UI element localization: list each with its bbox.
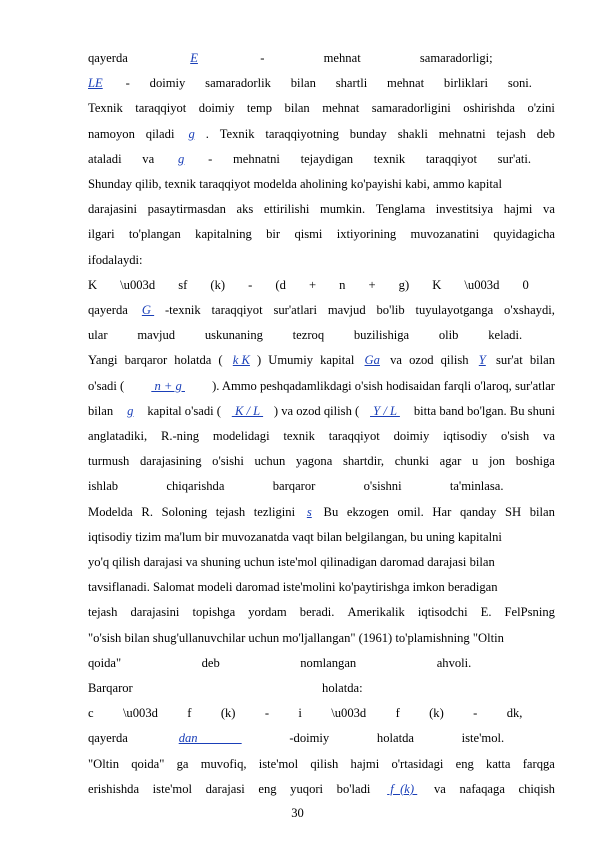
text-segment: mehnat xyxy=(387,76,425,91)
page-number: 30 xyxy=(291,806,304,820)
text-segment: bilan xyxy=(88,403,117,418)
text-line xyxy=(88,300,555,320)
text-segment: darajasining xyxy=(139,454,202,469)
text-segment: taraqqiyot xyxy=(211,303,263,317)
text-segment xyxy=(552,728,555,748)
text-segment: - xyxy=(264,706,270,721)
text-segment: darajasi xyxy=(205,781,245,796)
text-segment: mumkin. xyxy=(319,202,366,217)
formula-variable: n + g xyxy=(151,378,185,393)
text-segment: + xyxy=(308,277,317,292)
text-segment: qismi xyxy=(294,227,323,242)
text-segment: olib xyxy=(438,328,459,343)
text-segment: quyidagicha xyxy=(493,227,555,242)
text-segment: qayerda xyxy=(88,51,132,65)
text-segment: muvozanatini xyxy=(410,227,480,242)
text-segment xyxy=(552,48,555,68)
text-segment: mavjud xyxy=(137,328,176,343)
text-segment: darajasini xyxy=(130,605,180,620)
text-segment: f xyxy=(395,706,400,721)
text-segment: erishishda xyxy=(88,781,140,796)
text-segment: samaradorligini xyxy=(371,101,451,116)
formula-variable: g xyxy=(188,126,195,141)
text-segment: mavjud xyxy=(327,303,366,317)
text-line xyxy=(88,678,555,698)
text-segment: ifodalaydi: xyxy=(88,252,143,267)
text-line xyxy=(88,577,555,597)
text-segment: iqtisodchi xyxy=(417,605,468,620)
text-segment: qilish xyxy=(440,353,472,368)
formula-variable: Y / L xyxy=(370,403,400,418)
text-line xyxy=(88,174,555,194)
text-segment: ettirilishi xyxy=(263,202,310,217)
text-segment: samaradorligi; xyxy=(419,51,493,65)
text-line xyxy=(88,149,555,169)
text-segment xyxy=(552,653,555,673)
text-segment: tejash xyxy=(215,504,246,519)
text-segment: ishlab xyxy=(88,479,119,494)
text-segment: c xyxy=(88,706,94,721)
text-segment: 0 xyxy=(522,277,529,292)
text-segment: tezligini xyxy=(253,504,299,519)
text-segment: FelPsning xyxy=(504,605,555,620)
text-segment: agar xyxy=(439,454,462,469)
text-segment: iste'mol xyxy=(152,781,193,796)
text-segment: Barqaror xyxy=(88,681,133,695)
text-line xyxy=(88,703,555,723)
text-segment: bilan xyxy=(290,76,316,91)
formula-variable: g xyxy=(178,151,185,166)
text-segment: birliklari xyxy=(443,76,488,91)
text-segment: iqtisodiy tizim ma'lum bir muvozanatda vaqt bilan belgilangan, bu uning kapitalni xyxy=(88,529,502,544)
text-segment: modelidagi xyxy=(212,429,270,443)
text-segment: holatda xyxy=(174,353,212,368)
text-segment: o'sishi xyxy=(212,454,244,469)
text-line xyxy=(88,350,555,370)
text-segment: kapital o'sadi ( xyxy=(144,403,221,418)
text-segment: qilish xyxy=(310,756,339,771)
text-segment: holatda xyxy=(376,731,414,746)
text-segment: yordam xyxy=(248,605,287,620)
text-segment: - xyxy=(204,151,213,166)
text-segment: doimiy xyxy=(198,101,235,116)
text-segment: qayerda xyxy=(88,731,132,746)
text-segment: u xyxy=(472,454,479,469)
text-line xyxy=(88,779,555,799)
text-segment xyxy=(552,275,555,295)
text-segment: dk, xyxy=(506,706,523,721)
text-line xyxy=(88,552,555,572)
text-segment: uchun xyxy=(254,454,286,469)
text-segment: mehnatni xyxy=(438,126,486,141)
text-line xyxy=(88,602,555,622)
text-segment: hajmi xyxy=(503,202,533,217)
text-line xyxy=(88,199,555,219)
text-segment: topishga xyxy=(192,605,236,620)
formula-variable: dan xyxy=(178,731,242,746)
text-segment: samaradorlik xyxy=(205,76,271,91)
text-segment: \u003d xyxy=(464,277,500,292)
text-segment: va xyxy=(430,781,446,796)
text-segment: "o'sish bilan shug'ullanuvchilar uchun mo'ljallangan" (1961) to'plamishning "Oltin xyxy=(88,630,504,645)
text-segment: o'rtasidagi xyxy=(391,756,444,771)
text-segment: oshirishda xyxy=(463,101,515,116)
text-segment: nafaqaga xyxy=(459,781,505,796)
text-segment: SH xyxy=(504,504,522,519)
text-segment: \u003d xyxy=(122,706,158,721)
text-segment: va xyxy=(543,202,555,217)
text-segment: soni. xyxy=(507,76,532,91)
text-segment: yagona xyxy=(295,454,333,469)
text-line xyxy=(88,401,555,421)
text-segment: texnik xyxy=(283,429,315,443)
formula-variable: G xyxy=(141,303,155,317)
text-segment: + xyxy=(368,277,376,292)
text-line xyxy=(88,98,555,118)
text-segment: Texnik xyxy=(88,101,123,116)
text-segment: doimiy xyxy=(149,76,186,91)
text-segment: (k) xyxy=(429,706,444,721)
text-segment: barqaror xyxy=(272,479,316,494)
text-segment: sur'atlari xyxy=(273,303,317,317)
text-segment: i xyxy=(298,706,302,721)
text-segment: sf xyxy=(178,277,188,292)
text-segment: nomlangan xyxy=(300,655,357,670)
text-segment: temp xyxy=(246,101,273,116)
text-segment: texnik xyxy=(373,151,406,166)
formula-variable: LE xyxy=(88,76,103,91)
text-segment: ekzogen xyxy=(346,504,389,519)
text-segment: iste'mol. xyxy=(461,731,505,746)
text-segment: Bu xyxy=(320,504,339,519)
text-segment: deb xyxy=(201,655,220,670)
text-segment: beradi. xyxy=(299,605,335,620)
text-line xyxy=(88,250,555,270)
formula-variable: Y xyxy=(478,353,486,368)
formula-variable: k K xyxy=(232,353,250,368)
text-line xyxy=(88,628,555,648)
text-line xyxy=(88,527,555,547)
text-segment: yo'q qilish darajasi va shuning uchun iste'mol qilinadigan daromad darajasi bilan xyxy=(88,555,495,569)
text-segment: ular xyxy=(88,328,108,343)
text-segment: ozod xyxy=(409,353,434,368)
text-segment: to'plangan xyxy=(128,227,181,242)
text-segment: jon xyxy=(488,454,506,469)
text-segment: - xyxy=(473,706,478,721)
text-segment xyxy=(552,703,555,723)
text-line xyxy=(88,48,555,68)
text-segment: chiqish xyxy=(518,781,555,796)
text-segment: holatda: xyxy=(322,681,363,695)
text-line xyxy=(88,653,555,673)
text-segment: K xyxy=(432,277,442,292)
text-segment: iste'mol xyxy=(258,756,299,771)
text-segment: ahvoli. xyxy=(436,655,472,670)
text-segment: (k) xyxy=(210,277,226,292)
text-segment: eng xyxy=(258,781,277,796)
text-segment: farqga xyxy=(522,756,555,771)
text-segment: tejash xyxy=(496,126,526,141)
text-segment: ixtiyorining xyxy=(336,227,397,242)
text-segment: ). Ammo peshqadamlikdagi o'sish hodisaidan farqli o'laroq, sur'atlar xyxy=(212,378,555,393)
text-segment: va xyxy=(543,429,555,443)
text-segment: o'sishni xyxy=(363,479,402,494)
text-segment: Modelda xyxy=(88,504,133,519)
text-segment xyxy=(552,678,555,698)
text-segment xyxy=(552,325,555,345)
text-segment: barqaror xyxy=(124,353,168,368)
text-segment: bilan xyxy=(529,504,555,519)
text-segment: doimiy xyxy=(393,429,430,443)
text-segment: tezroq xyxy=(292,328,325,343)
text-segment: uskunaning xyxy=(204,328,263,343)
text-segment: Amerikalik xyxy=(347,605,405,620)
text-segment: Tenglama xyxy=(375,202,426,217)
text-segment: o'zini xyxy=(527,101,555,116)
text-segment: taraqqiyotning xyxy=(265,126,339,141)
formula-variable: g xyxy=(127,403,134,418)
text-segment: buzilishiga xyxy=(353,328,410,343)
text-segment: pasaytirmasdan xyxy=(147,202,226,217)
formula-variable: K / L xyxy=(231,403,264,418)
text-segment: ) xyxy=(256,353,262,368)
text-segment: qoida" xyxy=(131,756,165,771)
text-segment: darajasini xyxy=(88,202,137,217)
text-segment: turmush xyxy=(88,454,130,469)
text-segment: chiqarishda xyxy=(166,479,225,494)
formula-variable: s xyxy=(306,504,312,519)
text-segment: aks xyxy=(236,202,254,217)
text-segment: omil. xyxy=(397,504,424,519)
text-segment: kapitalning xyxy=(195,227,252,242)
formula-variable: E xyxy=(190,51,198,65)
text-segment: o'xshaydi, xyxy=(504,303,555,317)
text-segment: (k) xyxy=(220,706,236,721)
text-segment: \u003d xyxy=(331,706,367,721)
text-segment: K xyxy=(88,277,98,292)
text-segment: ga xyxy=(176,756,189,771)
text-segment: va xyxy=(386,353,403,368)
text-segment: f xyxy=(187,706,192,721)
text-segment: tuyulayotganga xyxy=(415,303,494,317)
text-segment: sur'at xyxy=(492,353,523,368)
text-segment: anglatadiki, xyxy=(88,429,148,443)
text-segment: . xyxy=(205,126,209,141)
text-segment xyxy=(552,476,555,496)
text-segment: yuqori xyxy=(290,781,324,796)
text-line xyxy=(88,73,555,93)
text-segment: qayerda xyxy=(88,303,132,317)
text-segment: hajmi xyxy=(350,756,380,771)
text-segment: ilgari xyxy=(88,227,115,242)
text-segment: shakli xyxy=(397,126,428,141)
text-line xyxy=(88,275,555,295)
text-segment: boshiga xyxy=(515,454,555,469)
text-segment: mehnat xyxy=(322,101,360,116)
text-segment: shartdir, xyxy=(342,454,385,469)
text-segment: qiladi xyxy=(145,126,178,141)
text-segment: mehnat xyxy=(323,51,361,65)
text-segment: g) xyxy=(398,277,410,292)
text-segment: ) va ozod qilish ( xyxy=(273,403,360,418)
text-line xyxy=(88,451,555,471)
text-segment: n xyxy=(339,277,346,292)
text-segment: ( xyxy=(218,353,226,368)
formula-variable: Ga xyxy=(364,353,380,368)
text-segment: "Oltin xyxy=(88,756,120,771)
text-segment: E. xyxy=(480,605,492,620)
text-segment: bir xyxy=(266,227,281,242)
text-segment: - xyxy=(122,76,130,91)
text-line xyxy=(88,124,555,144)
text-segment: R. xyxy=(141,504,153,519)
text-line xyxy=(88,728,555,748)
text-segment: bo'lib xyxy=(376,303,405,317)
text-segment: investitsiya xyxy=(435,202,494,217)
text-segment: taraqqiyot xyxy=(328,429,380,443)
text-segment: va xyxy=(142,151,158,166)
text-segment xyxy=(552,149,555,169)
text-segment: chunki xyxy=(394,454,430,469)
text-segment: bo'ladi xyxy=(336,781,374,796)
text-segment: deb xyxy=(536,126,555,141)
text-segment: Soloning xyxy=(161,504,208,519)
text-segment: qoida" xyxy=(88,655,122,670)
text-segment: qanday xyxy=(459,504,497,519)
text-segment: - xyxy=(248,277,253,292)
text-segment: keladi. xyxy=(488,328,523,343)
text-segment: o'sadi ( xyxy=(88,378,125,393)
text-line xyxy=(88,502,555,522)
text-segment: -doimiy xyxy=(289,731,330,746)
text-segment: Har xyxy=(432,504,452,519)
text-segment: bunday xyxy=(349,126,387,141)
text-segment: Texnik xyxy=(219,126,255,141)
text-segment: muvofiq, xyxy=(200,756,247,771)
text-segment: bilan xyxy=(284,101,310,116)
text-segment: tejaydigan xyxy=(300,151,354,166)
text-segment: R.-ning xyxy=(160,429,200,443)
text-segment: Umumiy xyxy=(268,353,314,368)
text-segment: mehnatni xyxy=(233,151,280,166)
text-segment: Shunday qilib, texnik taraqqiyot modelda aholining ko'payishi kabi, ammo kapital xyxy=(88,177,502,191)
text-line xyxy=(88,325,555,345)
formula-variable: f (k) xyxy=(387,781,418,796)
text-line xyxy=(88,476,555,496)
text-segment: -texnik xyxy=(164,303,201,317)
text-segment: ta'minlasa. xyxy=(449,479,504,494)
text-segment: o'sish xyxy=(501,429,530,443)
text-segment: iqtisodiy xyxy=(443,429,488,443)
text-segment: tavsiflanadi. Salomat modeli daromad iste'molini ko'paytirishga imkon beradigan xyxy=(88,580,498,595)
text-segment: \u003d xyxy=(120,277,156,292)
text-line xyxy=(88,224,555,244)
text-segment xyxy=(552,73,555,93)
text-segment: bilan xyxy=(529,353,555,368)
text-segment: tejash xyxy=(88,605,118,620)
text-line xyxy=(88,754,555,774)
text-line xyxy=(88,426,555,446)
text-segment: katta xyxy=(486,756,511,771)
text-segment: kapital xyxy=(320,353,358,368)
text-segment: bitta band bo'lgan. Bu shuni xyxy=(410,403,555,418)
text-segment: Yangi xyxy=(88,353,118,368)
text-segment: taraqqiyot xyxy=(135,101,187,116)
text-segment: eng xyxy=(455,756,474,771)
text-segment: taraqqiyot xyxy=(425,151,477,166)
text-segment: (d xyxy=(275,277,286,292)
text-segment: namoyon xyxy=(88,126,135,141)
text-line xyxy=(88,376,555,396)
text-segment: shartli xyxy=(335,76,368,91)
text-segment: - xyxy=(257,51,265,65)
text-segment: sur'ati. xyxy=(497,151,532,166)
text-segment: ataladi xyxy=(88,151,122,166)
